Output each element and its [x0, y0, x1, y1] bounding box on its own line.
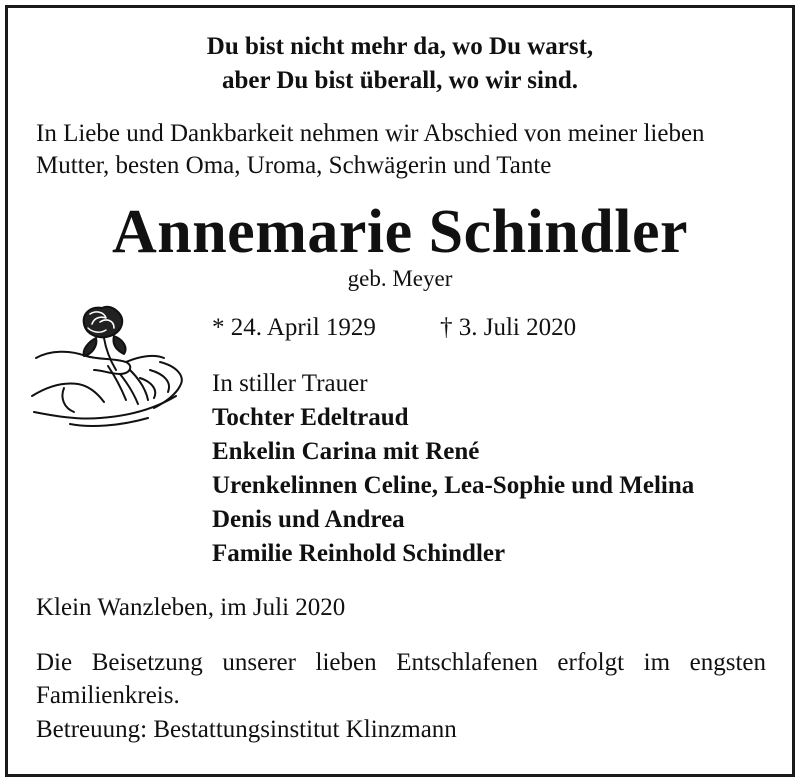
mourning-heading: In stiller Trauer: [212, 370, 368, 397]
place-date: Klein Wanzleben, im Juli 2020: [36, 594, 346, 621]
mourner-name: Denis und Andrea: [212, 506, 405, 533]
mourner-name: Tochter Edeltraud: [212, 404, 409, 431]
quote-line-1: Du bist nicht mehr da, wo Du warst,: [206, 33, 594, 60]
mourner-name: Familie Reinhold Schindler: [212, 540, 506, 567]
funeral-line-2: Familienkreis.: [36, 682, 180, 709]
mourner-name: Urenkelinnen Celine, Lea-Sophie und Melina: [212, 472, 695, 499]
funeral-line-1: Die Beisetzung unserer lieben Entschlafenen erfolgt im engsten: [36, 649, 766, 676]
deceased-name: Annemarie Schindler: [111, 198, 689, 266]
quote-line-2: aber Du bist überall, wo wir sind.: [221, 67, 579, 94]
mourner-name: Enkelin Carina mit René: [212, 438, 480, 465]
intro-line-1: In Liebe und Dankbarkeit nehmen wir Abschied von meiner lieben: [36, 120, 705, 147]
maiden-name: geb. Meyer: [347, 266, 453, 291]
intro-line-2: Mutter, besten Oma, Uroma, Schwägerin und Tante: [36, 152, 552, 179]
birth-date: * 24. April 1929: [212, 314, 376, 341]
funeral-care: Betreuung: Bestattungsinstitut Klinzmann: [36, 716, 457, 743]
death-date: † 3. Juli 2020: [440, 314, 577, 341]
hands-holding-rose-icon: [30, 300, 192, 430]
